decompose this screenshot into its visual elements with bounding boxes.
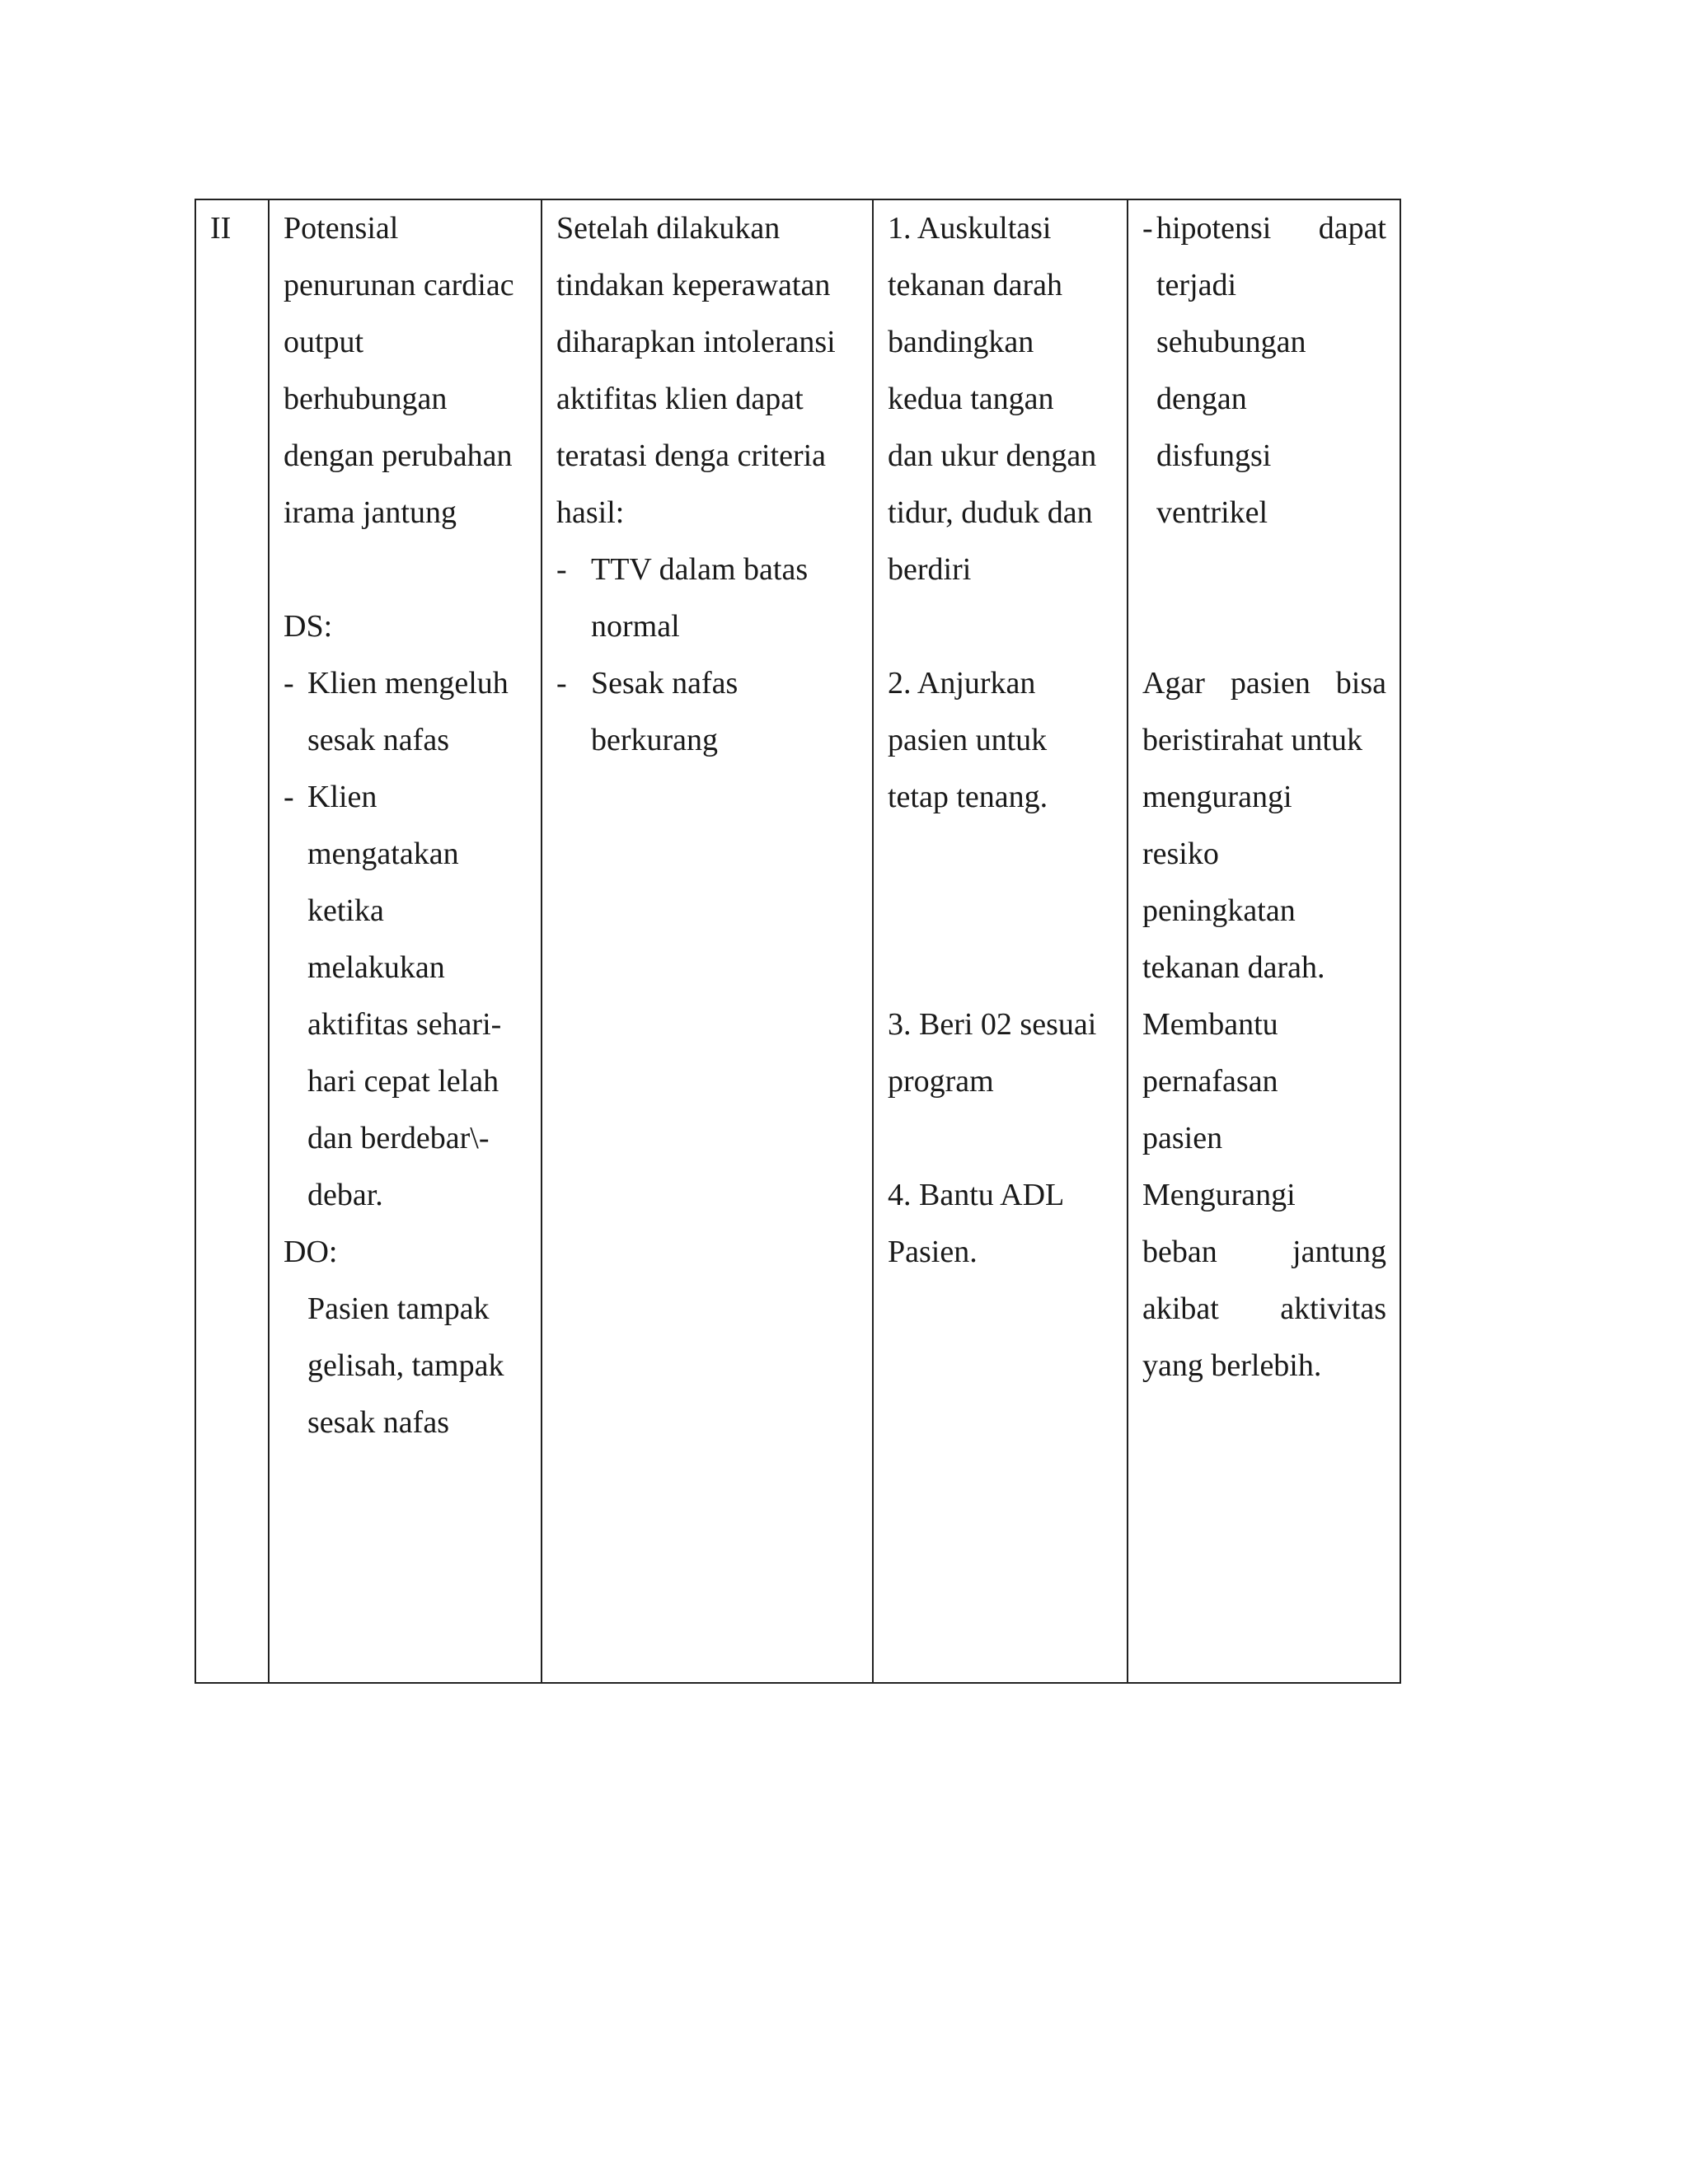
intervention-3: 3. Beri 02 sesuai program <box>888 1007 1097 1099</box>
rationale-2: Agar pasien bisa beristirahat untuk mengurangi resiko peningkatan tekanan darah. <box>1142 666 1386 985</box>
goal-cell <box>542 199 873 1683</box>
diagnosis-line: penurunan cardiac <box>284 268 514 302</box>
nursing-care-plan-table <box>195 199 1401 1684</box>
diagnosis-cell <box>269 199 542 1683</box>
goal-line: tindakan keperawatan <box>556 268 831 302</box>
rationale-3: Membantu pernafasan pasien <box>1142 1007 1278 1155</box>
ds-item: - Klien mengatakan ketika melakukan aktifitas sehari- hari cepat lelah dan berdebar\- debar. <box>284 780 502 1212</box>
goal-line: diharapkan intoleransi <box>556 325 836 359</box>
goal-line: hasil: <box>556 495 625 530</box>
ds-label: DS: <box>284 609 333 644</box>
do-label: DO: <box>284 1235 338 1269</box>
table-row <box>195 199 1400 1683</box>
intervention-1: 1. Auskultasi tekanan darah bandingkan kedua tangan dan ukur dengan tidur, duduk dan berdiri <box>888 211 1097 587</box>
diagnosis-line: irama jantung <box>284 495 457 530</box>
goal-line: teratasi denga criteria <box>556 438 827 473</box>
rationale-1: - hipotensi dapat terjadi sehubungan dengan disfungsi ventrikel <box>1142 211 1386 530</box>
diagnosis-line: Potensial <box>284 211 399 246</box>
intervention-4: 4. Bantu ADL Pasien. <box>888 1178 1065 1269</box>
do-text: Pasien tampak gelisah, tampak sesak nafas <box>307 1291 504 1440</box>
diagnosis-line: output <box>284 325 364 359</box>
diagnosis-line: berhubungan <box>284 382 448 416</box>
criteria-item: - Sesak nafas berkurang <box>556 666 738 757</box>
criteria-item: - TTV dalam batas normal <box>556 552 809 644</box>
interventions-cell <box>873 199 1128 1683</box>
diagnosis-line: dengan perubahan <box>284 438 513 473</box>
goal-line: aktifitas klien dapat <box>556 382 804 416</box>
row-number: II <box>210 211 232 246</box>
ds-item: - Klien mengeluh sesak nafas <box>284 666 509 757</box>
goal-line: Setelah dilakukan <box>556 211 781 246</box>
rationale-4: Mengurangi beban jantung akibat aktivitas yang berlebih. <box>1142 1178 1386 1383</box>
row-number-cell <box>195 199 269 1683</box>
rationale-cell <box>1128 199 1400 1683</box>
intervention-2: 2. Anjurkan pasien untuk tetap tenang. <box>888 666 1048 814</box>
